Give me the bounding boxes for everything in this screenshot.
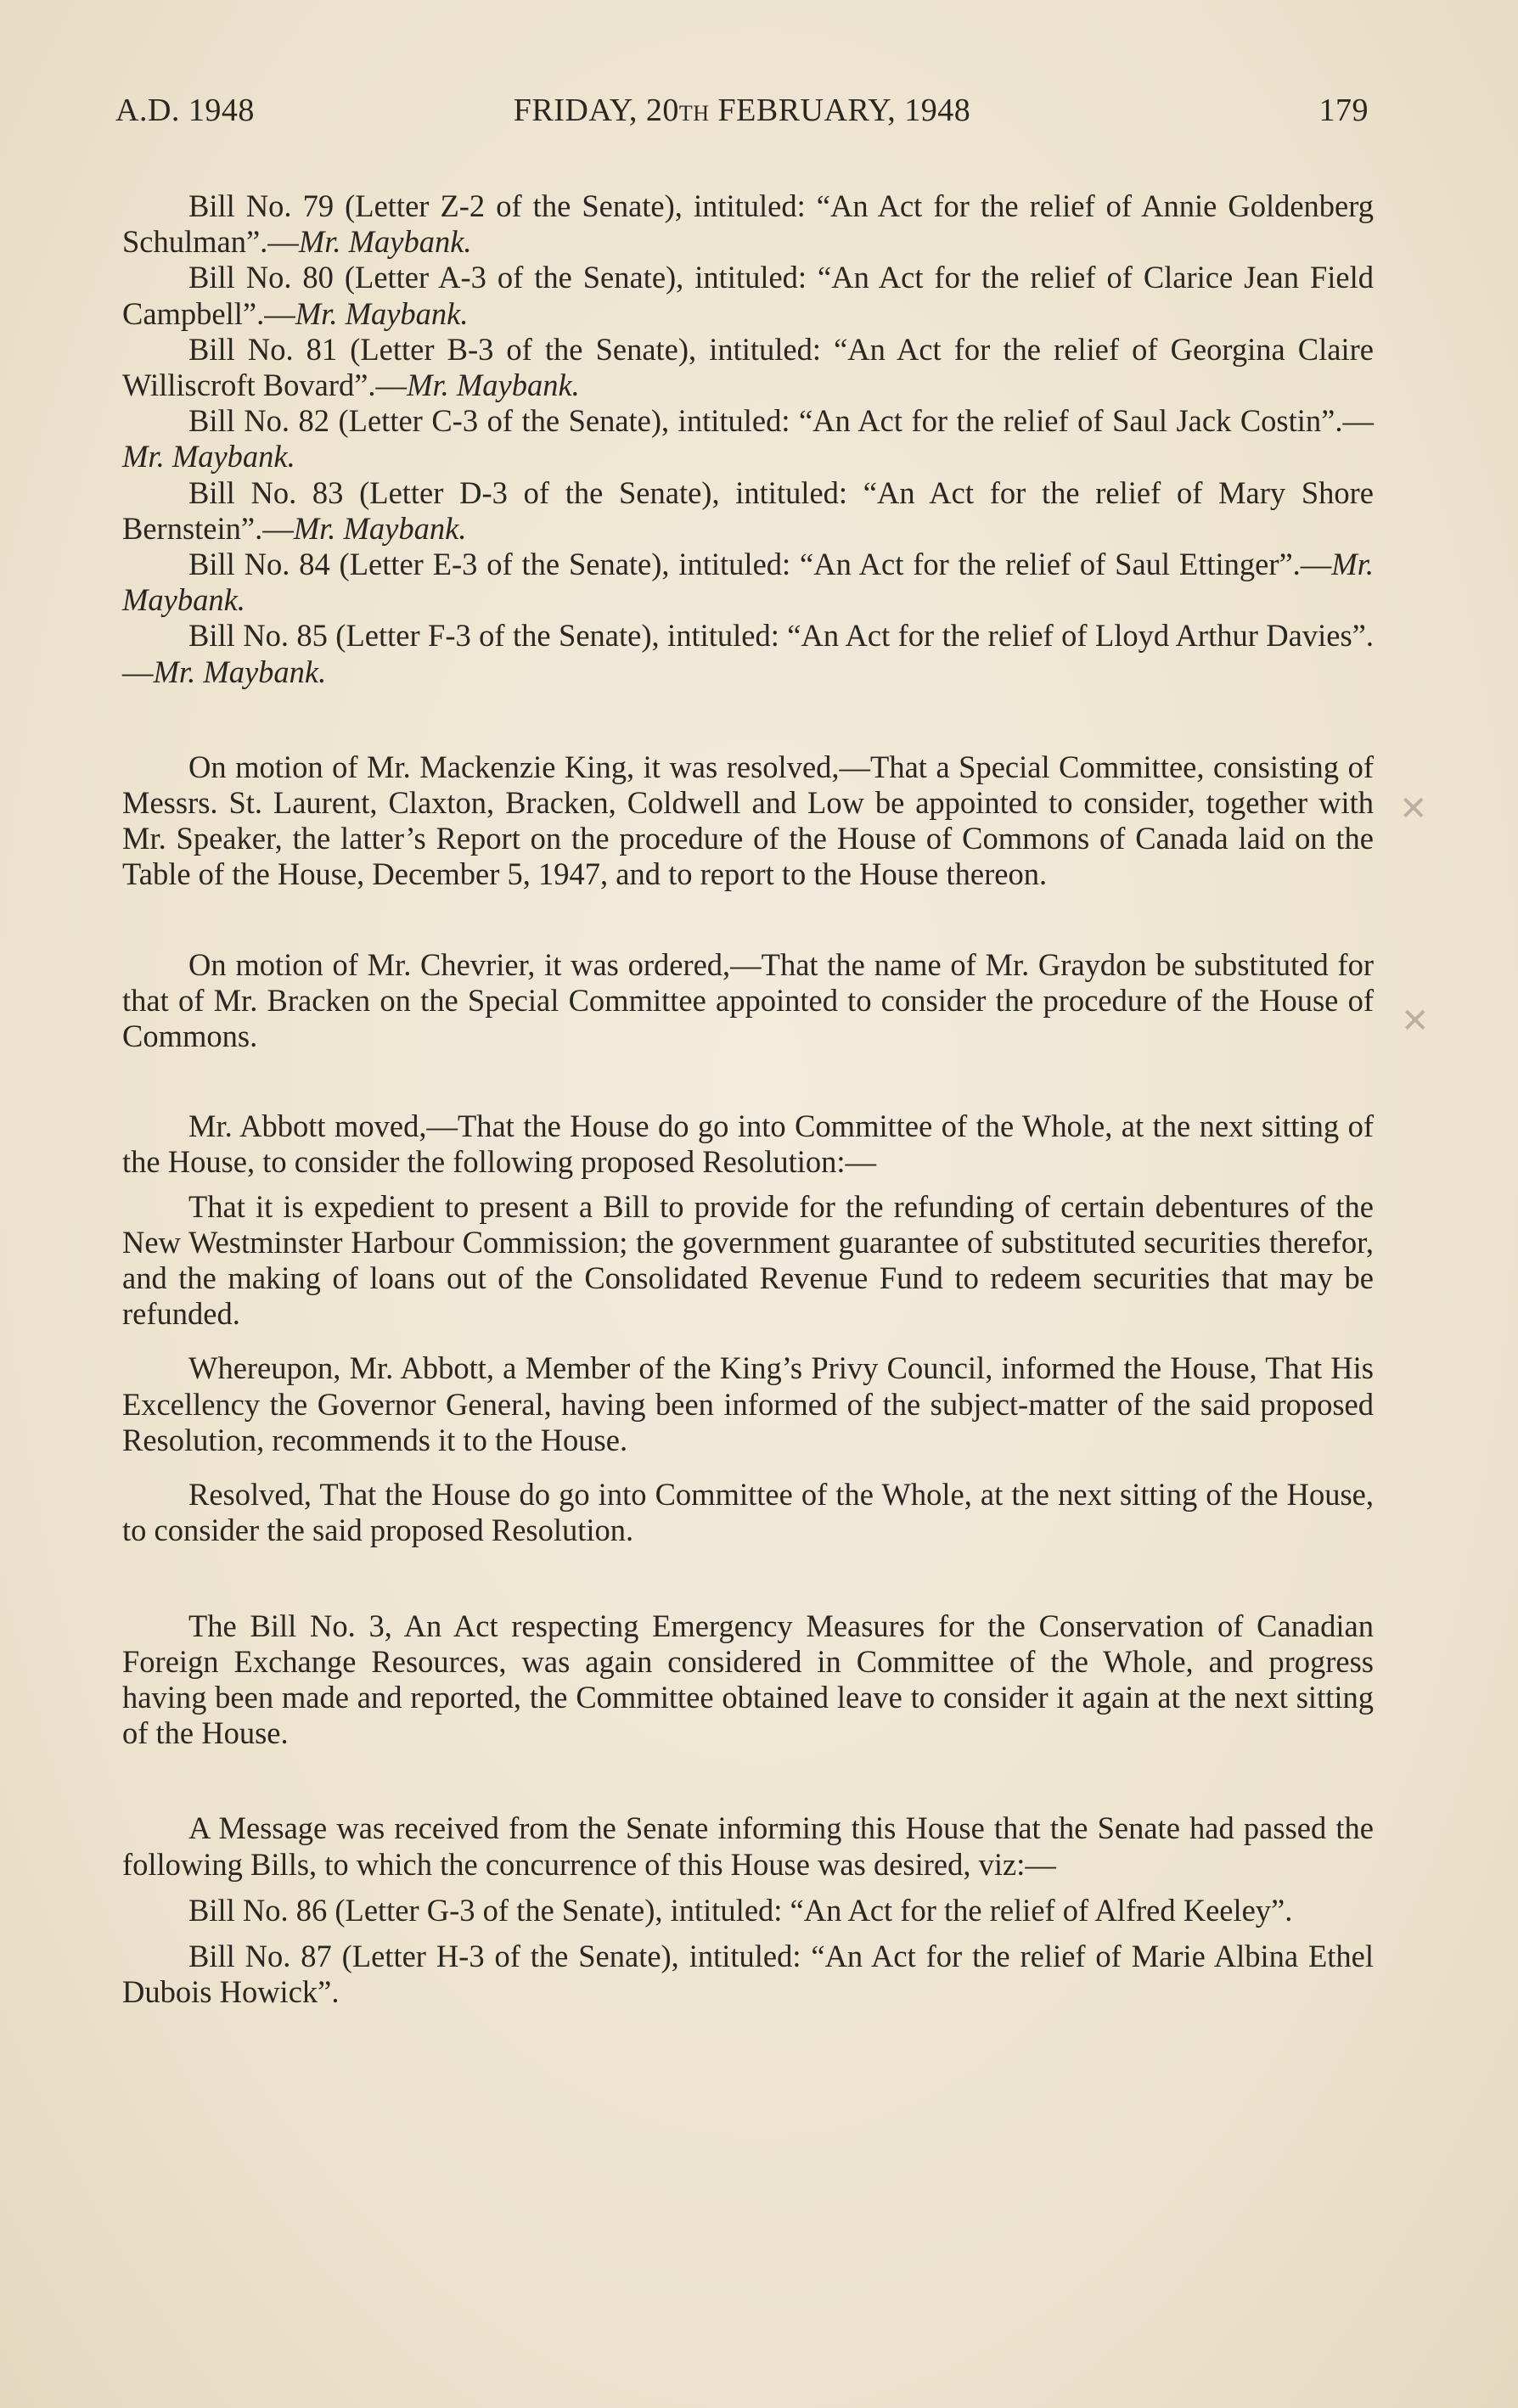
bill-3-paragraph: The Bill No. 3, An Act respecting Emergency Measures for the Conservation of Canadian Foreign Exchange Resources, was again considered in Committee of the Whole, and progress having been made and reported, the Committee obtained leave to consider it again at the next sitting of the House. <box>122 1608 1374 1751</box>
page-header <box>115 92 1369 143</box>
margin-check-mark: ✕ <box>1401 1002 1430 1041</box>
bill-entry-87: Bill No. 87 (Letter H-3 of the Senate), intituled: “An Act for the relief of Marie Albina Ethel Dubois Howick”. <box>122 1938 1374 2010</box>
header-date-day: FRIDAY, 20 <box>513 93 679 128</box>
page-number: 179 <box>1318 93 1369 128</box>
whereupon-paragraph: Whereupon, Mr. Abbott, a Member of the King’s Privy Council, informed the House, That His Excellency the Governor General, having been informed of the subject-matter of the said proposed Resolution, recommends it to the House. <box>122 1350 1374 1457</box>
bill-text: Bill No. 80 (Letter A-3 of the Senate), intituled: “An Act for the relief of Clarice Jean Field Campbell”.— <box>122 260 1374 331</box>
bill-entry-84 <box>122 547 1374 618</box>
resolved-paragraph: Resolved, That the House do go into Committee of the Whole, at the next sitting of the House, to consider the said proposed Resolution. <box>122 1477 1374 1548</box>
bill-text: Bill No. 81 (Letter B-3 of the Senate), intituled: “An Act for the relief of Georgina Claire Williscroft Bovard”.— <box>122 331 1374 403</box>
bill-entry-86: Bill No. 86 (Letter G-3 of the Senate), intituled: “An Act for the relief of Alfred Keeley”. <box>188 1892 1293 1928</box>
bill-entry-85 <box>122 618 1374 689</box>
header-date <box>115 92 1369 129</box>
header-date-suffix: TH <box>678 101 710 126</box>
bill-mover: Mr. Maybank. <box>295 295 469 331</box>
proposed-resolution: That it is expedient to present a Bill to provide for the refunding of certain debentures of the New Westminster Harbour Commission; the government guarantee of substituted securities therefor, and the making of loans out of the Consolidated Revenue Fund to redeem securities that may be refunded. <box>122 1188 1374 1332</box>
bill-mover: Mr. Maybank. <box>122 547 1374 618</box>
abbott-motion: Mr. Abbott moved,—That the House do go into Committee of the Whole, at the next sitting of the House, to consider the following proposed Resolution:— <box>122 1109 1374 1180</box>
bill-entry-83 <box>122 475 1374 547</box>
header-year: A.D. 1948 <box>115 93 255 128</box>
bill-mover: Mr. Maybank. <box>293 510 467 546</box>
bill-entry-82 <box>122 403 1374 474</box>
bill-entry-80 <box>122 260 1374 331</box>
bill-mover: Mr. Maybank. <box>407 368 580 403</box>
margin-check-mark: ✕ <box>1399 789 1428 828</box>
special-committee-motion: On motion of Mr. Mackenzie King, it was resolved,—That a Special Committee, consisting of Messrs. St. Laurent, Claxton, Bracken, Coldwell and Low be appointed to consider, together with Mr. Speaker, the latter’s Report on the procedure of the House of Commons of Canada laid on the Table of the House, December 5, 1947, and to report to the House thereon. <box>122 749 1374 892</box>
bill-entry-79 <box>122 188 1374 260</box>
header-date-month-year: FEBRUARY, 1948 <box>709 93 971 128</box>
bill-text: Bill No. 85 (Letter F-3 of the Senate), intituled: “An Act for the relief of Lloyd Arthur Davies”.— <box>122 618 1374 689</box>
bill-text: Bill No. 83 (Letter D-3 of the Senate), intituled: “An Act for the relief of Mary Shore Bernstein”.— <box>122 474 1374 546</box>
bill-mover: Mr. Maybank. <box>153 654 327 689</box>
senate-message: A Message was received from the Senate informing this House that the Senate had passed the following Bills, to which the concurrence of this House was desired, viz:— <box>122 1810 1374 1882</box>
bill-text: Bill No. 82 (Letter C-3 of the Senate), intituled: “An Act for the relief of Saul Jack Costin”.— <box>188 403 1374 439</box>
bill-entry-81 <box>122 332 1374 403</box>
chevrier-motion: On motion of Mr. Chevrier, it was ordered,—That the name of Mr. Graydon be substituted for that of Mr. Bracken on the Special Committee appointed to consider the procedure of the House of Commons. <box>122 946 1374 1054</box>
bill-text: Bill No. 79 (Letter Z-2 of the Senate), intituled: “An Act for the relief of Annie Goldenberg Schulman”.— <box>122 188 1374 260</box>
bill-mover: Mr. Maybank. <box>122 439 295 474</box>
bill-mover: Mr. Maybank. <box>298 224 472 260</box>
journal-body <box>122 188 1374 2010</box>
bill-text: Bill No. 84 (Letter E-3 of the Senate), intituled: “An Act for the relief of Saul Ettinger”.— <box>188 547 1332 582</box>
